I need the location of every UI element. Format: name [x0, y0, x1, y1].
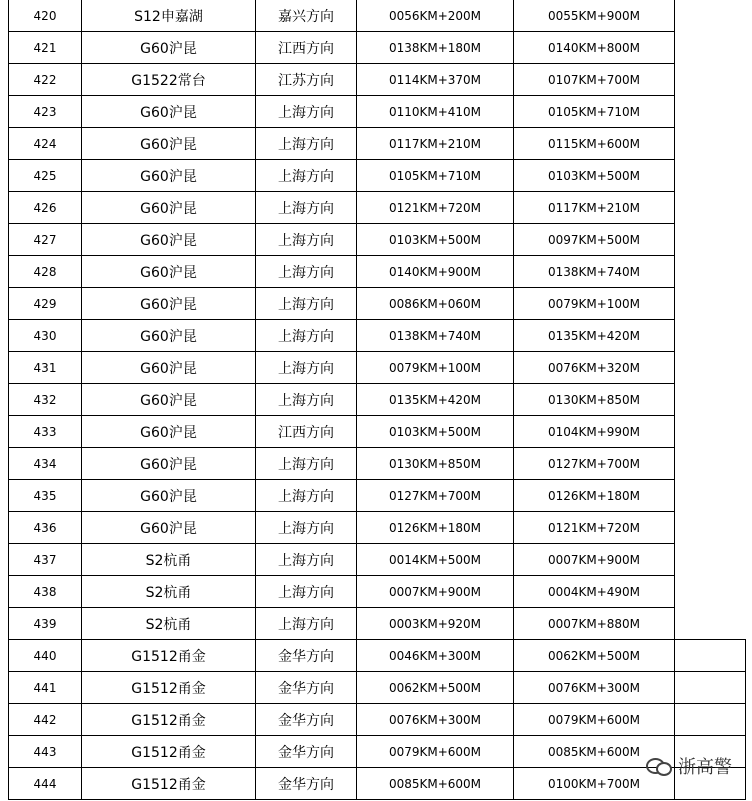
road-name-cell: G60沪昆 — [82, 256, 256, 288]
extra-cell — [675, 608, 746, 640]
start-stake-cell: 0086KM+060M — [357, 288, 514, 320]
direction-cell: 上海方向 — [256, 96, 357, 128]
end-stake-cell: 0126KM+180M — [514, 480, 675, 512]
start-stake-cell: 0085KM+600M — [357, 768, 514, 800]
road-name-cell: G60沪昆 — [82, 448, 256, 480]
table-body — [9, 0, 746, 800]
start-stake-cell: 0114KM+370M — [357, 64, 514, 96]
extra-cell — [675, 320, 746, 352]
row-number-cell: 442 — [9, 704, 82, 736]
table-row — [9, 608, 746, 640]
row-number-cell: 420 — [9, 0, 82, 32]
table-row — [9, 128, 746, 160]
row-number-cell: 421 — [9, 32, 82, 64]
table-row — [9, 224, 746, 256]
start-stake-cell: 0140KM+900M — [357, 256, 514, 288]
road-name-cell: G1522常台 — [82, 64, 256, 96]
end-stake-cell: 0076KM+300M — [514, 672, 675, 704]
direction-cell: 金华方向 — [256, 640, 357, 672]
start-stake-cell: 0121KM+720M — [357, 192, 514, 224]
watermark — [646, 753, 732, 779]
table-row — [9, 288, 746, 320]
end-stake-cell: 0079KM+600M — [514, 704, 675, 736]
table-row — [9, 576, 746, 608]
road-name-cell: G60沪昆 — [82, 384, 256, 416]
start-stake-cell: 0003KM+920M — [357, 608, 514, 640]
extra-cell — [675, 96, 746, 128]
table-row — [9, 480, 746, 512]
direction-cell: 上海方向 — [256, 128, 357, 160]
direction-cell: 江苏方向 — [256, 64, 357, 96]
start-stake-cell: 0103KM+500M — [357, 416, 514, 448]
row-number-cell: 424 — [9, 128, 82, 160]
direction-cell: 上海方向 — [256, 352, 357, 384]
end-stake-cell: 0117KM+210M — [514, 192, 675, 224]
table-row — [9, 192, 746, 224]
direction-cell: 上海方向 — [256, 256, 357, 288]
row-number-cell: 427 — [9, 224, 82, 256]
direction-cell: 上海方向 — [256, 160, 357, 192]
table-row — [9, 736, 746, 768]
direction-cell: 江西方向 — [256, 416, 357, 448]
end-stake-cell: 0104KM+990M — [514, 416, 675, 448]
table-row — [9, 384, 746, 416]
road-name-cell: G60沪昆 — [82, 96, 256, 128]
start-stake-cell: 0076KM+300M — [357, 704, 514, 736]
end-stake-cell: 0062KM+500M — [514, 640, 675, 672]
road-name-cell: S2杭甬 — [82, 544, 256, 576]
row-number-cell: 436 — [9, 512, 82, 544]
table-row — [9, 512, 746, 544]
direction-cell: 金华方向 — [256, 736, 357, 768]
end-stake-cell: 0097KM+500M — [514, 224, 675, 256]
table-row — [9, 320, 746, 352]
extra-cell — [675, 288, 746, 320]
end-stake-cell: 0004KM+490M — [514, 576, 675, 608]
table-row — [9, 352, 746, 384]
end-stake-cell: 0105KM+710M — [514, 96, 675, 128]
end-stake-cell: 0130KM+850M — [514, 384, 675, 416]
extra-cell — [675, 384, 746, 416]
end-stake-cell: 0085KM+600M — [514, 736, 675, 768]
extra-cell — [675, 448, 746, 480]
start-stake-cell: 0062KM+500M — [357, 672, 514, 704]
row-number-cell: 434 — [9, 448, 82, 480]
table-row — [9, 96, 746, 128]
start-stake-cell: 0130KM+850M — [357, 448, 514, 480]
road-name-cell: S12申嘉湖 — [82, 0, 256, 32]
end-stake-cell: 0007KM+880M — [514, 608, 675, 640]
end-stake-cell: 0007KM+900M — [514, 544, 675, 576]
direction-cell: 上海方向 — [256, 480, 357, 512]
road-name-cell: G60沪昆 — [82, 320, 256, 352]
row-number-cell: 426 — [9, 192, 82, 224]
direction-cell: 上海方向 — [256, 608, 357, 640]
road-name-cell: S2杭甬 — [82, 608, 256, 640]
direction-cell: 上海方向 — [256, 448, 357, 480]
extra-cell — [675, 0, 746, 32]
road-section-table — [8, 0, 746, 800]
start-stake-cell: 0014KM+500M — [357, 544, 514, 576]
road-name-cell: G1512甬金 — [82, 768, 256, 800]
end-stake-cell: 0140KM+800M — [514, 32, 675, 64]
road-name-cell: G60沪昆 — [82, 288, 256, 320]
row-number-cell: 422 — [9, 64, 82, 96]
extra-cell — [675, 544, 746, 576]
road-name-cell: G60沪昆 — [82, 480, 256, 512]
end-stake-cell: 0103KM+500M — [514, 160, 675, 192]
extra-cell — [675, 576, 746, 608]
road-name-cell: G60沪昆 — [82, 32, 256, 64]
table-row — [9, 160, 746, 192]
road-name-cell: G1512甬金 — [82, 704, 256, 736]
start-stake-cell: 0138KM+740M — [357, 320, 514, 352]
direction-cell: 金华方向 — [256, 704, 357, 736]
row-number-cell: 425 — [9, 160, 82, 192]
start-stake-cell: 0103KM+500M — [357, 224, 514, 256]
extra-cell — [675, 704, 746, 736]
row-number-cell: 437 — [9, 544, 82, 576]
direction-cell: 上海方向 — [256, 544, 357, 576]
extra-cell — [675, 64, 746, 96]
direction-cell: 上海方向 — [256, 224, 357, 256]
table-row — [9, 448, 746, 480]
road-name-cell: G1512甬金 — [82, 736, 256, 768]
table-row — [9, 64, 746, 96]
start-stake-cell: 0105KM+710M — [357, 160, 514, 192]
extra-cell — [675, 32, 746, 64]
extra-cell — [675, 672, 746, 704]
end-stake-cell: 0127KM+700M — [514, 448, 675, 480]
wechat-icon — [646, 756, 672, 776]
end-stake-cell: 0121KM+720M — [514, 512, 675, 544]
end-stake-cell: 0100KM+700M — [514, 768, 675, 800]
table-row — [9, 0, 746, 32]
end-stake-cell: 0135KM+420M — [514, 320, 675, 352]
road-name-cell: G60沪昆 — [82, 352, 256, 384]
direction-cell: 嘉兴方向 — [256, 0, 357, 32]
extra-cell — [675, 480, 746, 512]
start-stake-cell: 0110KM+410M — [357, 96, 514, 128]
row-number-cell: 443 — [9, 736, 82, 768]
row-number-cell: 428 — [9, 256, 82, 288]
table-row — [9, 768, 746, 800]
start-stake-cell: 0135KM+420M — [357, 384, 514, 416]
start-stake-cell: 0079KM+600M — [357, 736, 514, 768]
start-stake-cell: 0056KM+200M — [357, 0, 514, 32]
row-number-cell: 435 — [9, 480, 82, 512]
road-name-cell: G60沪昆 — [82, 192, 256, 224]
extra-cell — [675, 512, 746, 544]
direction-cell: 上海方向 — [256, 576, 357, 608]
start-stake-cell: 0138KM+180M — [357, 32, 514, 64]
table-row — [9, 256, 746, 288]
extra-cell — [675, 192, 746, 224]
row-number-cell: 432 — [9, 384, 82, 416]
table-row — [9, 672, 746, 704]
start-stake-cell: 0007KM+900M — [357, 576, 514, 608]
end-stake-cell: 0138KM+740M — [514, 256, 675, 288]
start-stake-cell: 0126KM+180M — [357, 512, 514, 544]
table-row — [9, 416, 746, 448]
extra-cell — [675, 640, 746, 672]
extra-cell — [675, 224, 746, 256]
end-stake-cell: 0055KM+900M — [514, 0, 675, 32]
road-name-cell: G60沪昆 — [82, 512, 256, 544]
road-name-cell: S2杭甬 — [82, 576, 256, 608]
start-stake-cell: 0127KM+700M — [357, 480, 514, 512]
row-number-cell: 430 — [9, 320, 82, 352]
row-number-cell: 423 — [9, 96, 82, 128]
start-stake-cell: 0046KM+300M — [357, 640, 514, 672]
end-stake-cell: 0107KM+700M — [514, 64, 675, 96]
road-name-cell: G1512甬金 — [82, 672, 256, 704]
extra-cell — [675, 256, 746, 288]
direction-cell: 金华方向 — [256, 768, 357, 800]
row-number-cell: 444 — [9, 768, 82, 800]
road-name-cell: G60沪昆 — [82, 416, 256, 448]
direction-cell: 上海方向 — [256, 512, 357, 544]
start-stake-cell: 0079KM+100M — [357, 352, 514, 384]
direction-cell: 江西方向 — [256, 32, 357, 64]
extra-cell — [675, 416, 746, 448]
direction-cell: 上海方向 — [256, 384, 357, 416]
row-number-cell: 440 — [9, 640, 82, 672]
row-number-cell: 433 — [9, 416, 82, 448]
end-stake-cell: 0079KM+100M — [514, 288, 675, 320]
road-name-cell: G60沪昆 — [82, 224, 256, 256]
end-stake-cell: 0076KM+320M — [514, 352, 675, 384]
row-number-cell: 429 — [9, 288, 82, 320]
direction-cell: 上海方向 — [256, 192, 357, 224]
table-row — [9, 640, 746, 672]
direction-cell: 金华方向 — [256, 672, 357, 704]
table-row — [9, 704, 746, 736]
direction-cell: 上海方向 — [256, 288, 357, 320]
table-row — [9, 544, 746, 576]
row-number-cell: 431 — [9, 352, 82, 384]
extra-cell — [675, 160, 746, 192]
direction-cell: 上海方向 — [256, 320, 357, 352]
extra-cell — [675, 128, 746, 160]
row-number-cell: 441 — [9, 672, 82, 704]
row-number-cell: 439 — [9, 608, 82, 640]
start-stake-cell: 0117KM+210M — [357, 128, 514, 160]
watermark-text: 浙高警 — [678, 757, 732, 778]
table-row — [9, 32, 746, 64]
road-name-cell: G1512甬金 — [82, 640, 256, 672]
extra-cell — [675, 352, 746, 384]
end-stake-cell: 0115KM+600M — [514, 128, 675, 160]
row-number-cell: 438 — [9, 576, 82, 608]
road-name-cell: G60沪昆 — [82, 128, 256, 160]
road-name-cell: G60沪昆 — [82, 160, 256, 192]
